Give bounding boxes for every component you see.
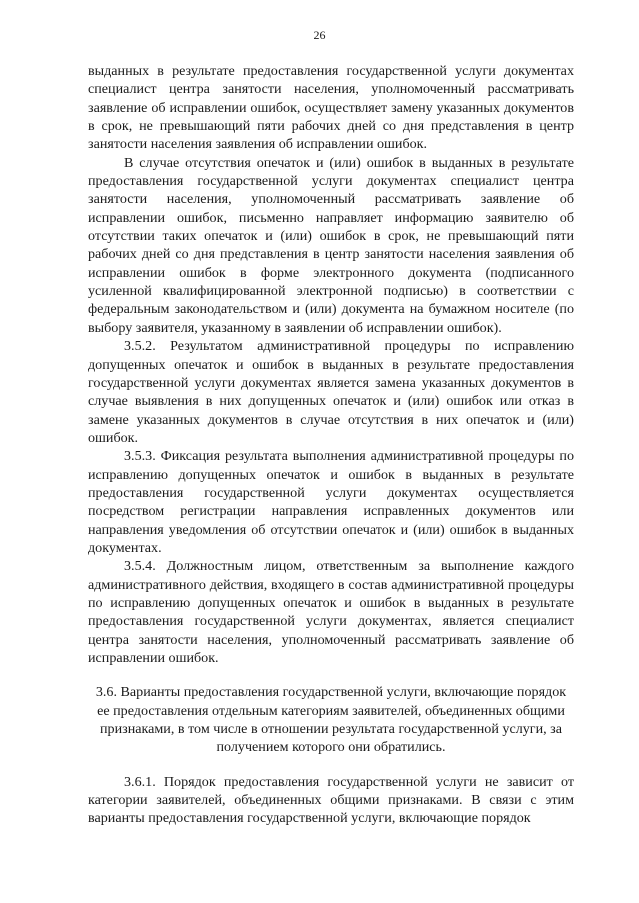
section-heading-3-6: 3.6. Варианты предоставления государственной услуги, включающие порядок ее предоставления отдельным категориям заявителей, объединенных общими признаками, в том числе в отношении результата государственной услуги, за получением которого они обратились.	[95, 684, 567, 756]
paragraph-3-5-2: 3.5.2. Результатом административной процедуры по исправлению допущенных опечаток и ошибок в выданных в результате предоставления государственной услуги документах является замена указанных документов в случае выявления в них допущенных опечаток и (или) ошибок или отказ в замене указанных документов в случае отсутствия в них опечаток и (или) ошибок.	[88, 338, 574, 446]
paragraph-no-errors-case: В случае отсутствия опечаток и (или) ошибок в выданных в результате предоставления государственной услуги документах специалист центра занятости населения, уполномоченный рассматривать заявление об исправлении ошибок, письменно направляет информацию заявителю об отсутствии таких опечаток и (или) ошибок в срок, не превышающий пяти рабочих дней со дня представления в центр занятости населения заявления об исправлении ошибок в форме электронного документа (подписанного усиленной квалифицированной электронной подписью) в соответствии с федеральным законодательством и (или) документа на бумажном носителе (по выбору заявителя, указанному в заявлении об исправлении ошибок).	[88, 154, 574, 336]
paragraph-3-6-1: 3.6.1. Порядок предоставления государственной услуги не зависит от категории заявителей, объединенных общими признаками. В связи с этим варианты предоставления государственной услуги, включающие порядок	[88, 773, 574, 827]
document-body	[88, 62, 574, 828]
paragraph-3-5-3: 3.5.3. Фиксация результата выполнения административной процедуры по исправлению допущенных опечаток и ошибок в выданных в результате предоставления государственной услуги документах осуществляется посредством регистрации направления исправленных документов или направления уведомления об отсутствии опечаток и (или) ошибок в выданных документах.	[88, 448, 574, 556]
paragraph-continuation: выданных в результате предоставления государственной услуги документах специалист центра занятости населения, уполномоченный рассматривать заявление об исправлении ошибок, осуществляет замену указанных документов в срок, не превышающий пяти рабочих дней со дня представления в центр занятости населения заявления об исправлении ошибок.	[88, 63, 574, 153]
page-number: 26	[313, 28, 326, 42]
paragraph-3-5-4: 3.5.4. Должностным лицом, ответственным за выполнение каждого административного действия, входящего в состав административной процедуры по исправлению допущенных опечаток и ошибок в выданных в результате предоставления государственной услуги документах, является специалист центра занятости населения, уполномоченный рассматривать заявление об исправлении ошибок.	[88, 558, 574, 666]
